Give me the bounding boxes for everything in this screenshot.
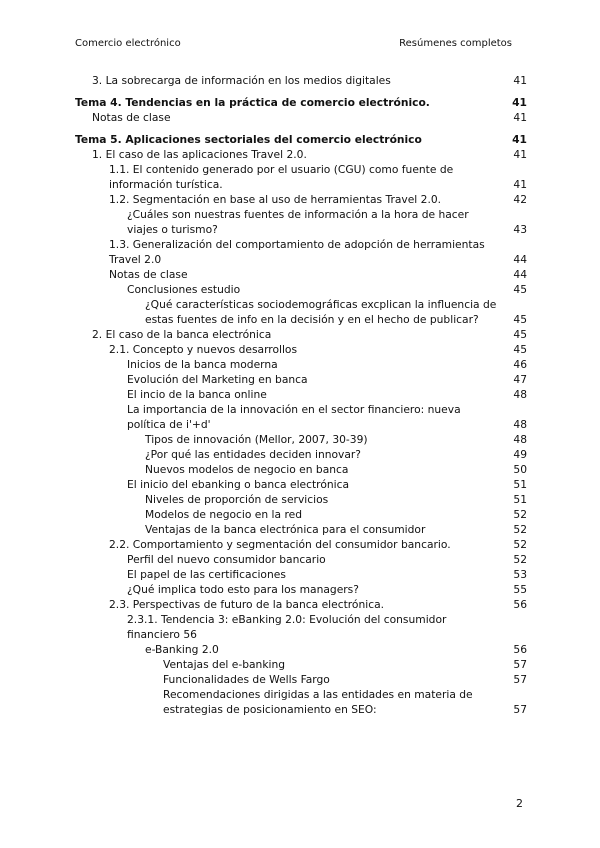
- toc-entry[interactable]: [75, 73, 527, 88]
- toc-entry-page: 57: [513, 658, 527, 671]
- toc-entry[interactable]: [75, 402, 527, 432]
- running-header-left: Comercio electrónico: [75, 38, 181, 49]
- toc-entry-title: Niveles de proporción de servicios: [145, 493, 329, 506]
- toc-entry-page: 57: [513, 703, 527, 716]
- toc-entry[interactable]: [75, 672, 527, 687]
- toc-entry[interactable]: [75, 642, 527, 657]
- toc-entry[interactable]: [75, 657, 527, 672]
- toc-entry-page: 41: [513, 148, 527, 161]
- toc-entry[interactable]: [75, 110, 527, 125]
- toc-entry-title: Ventajas del e-banking: [163, 658, 286, 671]
- toc-entry-title: 2.3.1. Tendencia 3: eBanking 2.0: Evolución del consumidor financiero 56: [127, 613, 447, 641]
- toc-entry-page: 46: [513, 358, 527, 371]
- toc-entry[interactable]: [75, 462, 527, 477]
- toc-entry[interactable]: [75, 492, 527, 507]
- toc-entry-page: 50: [513, 463, 527, 476]
- toc-entry-title: 1.3. Generalización del comportamiento de adopción de herramientas Travel 2.0: [109, 238, 485, 266]
- table-of-contents: [75, 73, 527, 717]
- toc-entry[interactable]: [75, 507, 527, 522]
- toc-entry-page: 43: [513, 223, 527, 236]
- toc-entry[interactable]: [75, 447, 527, 462]
- toc-entry-title: 1. El caso de las aplicaciones Travel 2.0.: [92, 148, 307, 161]
- toc-entry-page: 42: [513, 193, 527, 206]
- toc-entry-title: Notas de clase: [92, 111, 171, 124]
- toc-entry-page: 41: [513, 74, 527, 87]
- toc-entry-page: 48: [513, 418, 527, 431]
- toc-entry[interactable]: [75, 132, 527, 147]
- toc-entry-title: 2.1. Concepto y nuevos desarrollos: [109, 343, 298, 356]
- toc-entry-page: 41: [513, 178, 527, 191]
- toc-entry[interactable]: [75, 357, 527, 372]
- toc-entry[interactable]: [75, 687, 527, 717]
- toc-entry-title: e-Banking 2.0: [145, 643, 219, 656]
- toc-entry-title: Perfil del nuevo consumidor bancario: [127, 553, 326, 566]
- toc-entry-title: ¿Por qué las entidades deciden innovar?: [145, 448, 361, 461]
- toc-entry-page: 53: [513, 568, 527, 581]
- toc-entry-title: Tema 5. Aplicaciones sectoriales del comercio electrónico: [75, 133, 422, 146]
- toc-entry-title: Ventajas de la banca electrónica para el consumidor: [145, 523, 426, 536]
- toc-entry-title: El incio de la banca online: [127, 388, 267, 401]
- toc-entry[interactable]: [75, 282, 527, 297]
- toc-entry-page: 41: [513, 111, 527, 124]
- toc-entry[interactable]: [75, 147, 527, 162]
- toc-entry-page: 44: [513, 268, 527, 281]
- toc-entry-title: 2.2. Comportamiento y segmentación del consumidor bancario.: [109, 538, 451, 551]
- toc-entry-page: 44: [513, 253, 527, 266]
- toc-entry-page: 41: [512, 133, 527, 146]
- toc-entry[interactable]: [75, 207, 527, 237]
- toc-entry-title: Notas de clase: [109, 268, 188, 281]
- toc-entry-title: 2. El caso de la banca electrónica: [92, 328, 272, 341]
- toc-entry-page: 45: [513, 283, 527, 296]
- toc-entry-page: 56: [513, 598, 527, 611]
- toc-entry[interactable]: [75, 477, 527, 492]
- toc-entry[interactable]: [75, 432, 527, 447]
- toc-entry-page: 55: [513, 583, 527, 596]
- toc-entry[interactable]: [75, 95, 527, 110]
- running-header-right: Resúmenes completos: [399, 38, 512, 49]
- toc-entry-title: 3. La sobrecarga de información en los medios digitales: [92, 74, 391, 87]
- toc-entry[interactable]: [75, 522, 527, 537]
- toc-entry-page: 56: [513, 643, 527, 656]
- toc-entry-page: 41: [512, 96, 527, 109]
- toc-entry-page: 49: [513, 448, 527, 461]
- toc-entry-page: 52: [513, 538, 527, 551]
- toc-entry-title: La importancia de la innovación en el sector financiero: nueva política de i'+d': [127, 403, 461, 431]
- toc-entry-page: 57: [513, 673, 527, 686]
- toc-entry-page: 52: [513, 523, 527, 536]
- toc-entry-title: ¿Qué implica todo esto para los managers?: [127, 583, 359, 596]
- toc-entry-title: Nuevos modelos de negocio en banca: [145, 463, 349, 476]
- toc-entry-title: Evolución del Marketing en banca: [127, 373, 308, 386]
- toc-entry-page: 45: [513, 343, 527, 356]
- toc-entry-title: Inicios de la banca moderna: [127, 358, 278, 371]
- toc-entry-page: 47: [513, 373, 527, 386]
- toc-entry[interactable]: [75, 552, 527, 567]
- toc-entry-title: Funcionalidades de Wells Fargo: [163, 673, 330, 686]
- toc-entry[interactable]: [75, 372, 527, 387]
- toc-entry-title: Recomendaciones dirigidas a las entidades en materia de estrategias de posicionamiento en SEO:: [163, 688, 473, 716]
- toc-entry[interactable]: [75, 537, 527, 552]
- toc-entry-page: 51: [513, 493, 527, 506]
- toc-entry[interactable]: [75, 192, 527, 207]
- toc-entry-title: El inicio del ebanking o banca electrónica: [127, 478, 350, 491]
- toc-entry[interactable]: [75, 342, 527, 357]
- toc-entry[interactable]: [75, 237, 527, 267]
- toc-entry[interactable]: [75, 582, 527, 597]
- toc-entry-page: 48: [513, 388, 527, 401]
- toc-entry-title: Tema 4. Tendencias en la práctica de comercio electrónico.: [75, 96, 430, 109]
- toc-entry-title: Modelos de negocio en la red: [145, 508, 302, 521]
- page-number: 2: [516, 797, 523, 810]
- toc-entry-title: ¿Qué características sociodemográficas excplican la influencia de estas fuentes de info en la decisión y en el hecho de publicar?: [145, 298, 497, 326]
- toc-entry-title: Tipos de innovación (Mellor, 2007, 30-39): [145, 433, 368, 446]
- toc-entry-title: ¿Cuáles son nuestras fuentes de información a la hora de hacer viajes o turismo?: [127, 208, 469, 236]
- toc-entry-page: 45: [513, 313, 527, 326]
- toc-entry[interactable]: [75, 162, 527, 192]
- toc-entry[interactable]: [75, 327, 527, 342]
- toc-entry[interactable]: [75, 612, 527, 642]
- toc-entry-page: 52: [513, 553, 527, 566]
- toc-entry[interactable]: [75, 387, 527, 402]
- toc-entry-title: 2.3. Perspectivas de futuro de la banca electrónica.: [109, 598, 385, 611]
- toc-entry-page: 52: [513, 508, 527, 521]
- toc-entry-title: Conclusiones estudio: [127, 283, 241, 296]
- toc-entry-page: 45: [513, 328, 527, 341]
- toc-entry-title: 1.2. Segmentación en base al uso de herramientas Travel 2.0.: [109, 193, 442, 206]
- toc-entry-page: 51: [513, 478, 527, 491]
- toc-entry-title: El papel de las certificaciones: [127, 568, 286, 581]
- toc-entry-title: 1.1. El contenido generado por el usuario (CGU) como fuente de información turística.: [109, 163, 454, 191]
- toc-entry[interactable]: [75, 297, 527, 327]
- toc-entry[interactable]: [75, 597, 527, 612]
- toc-entry-page: 48: [513, 433, 527, 446]
- toc-entry[interactable]: [75, 267, 527, 282]
- toc-entry[interactable]: [75, 567, 527, 582]
